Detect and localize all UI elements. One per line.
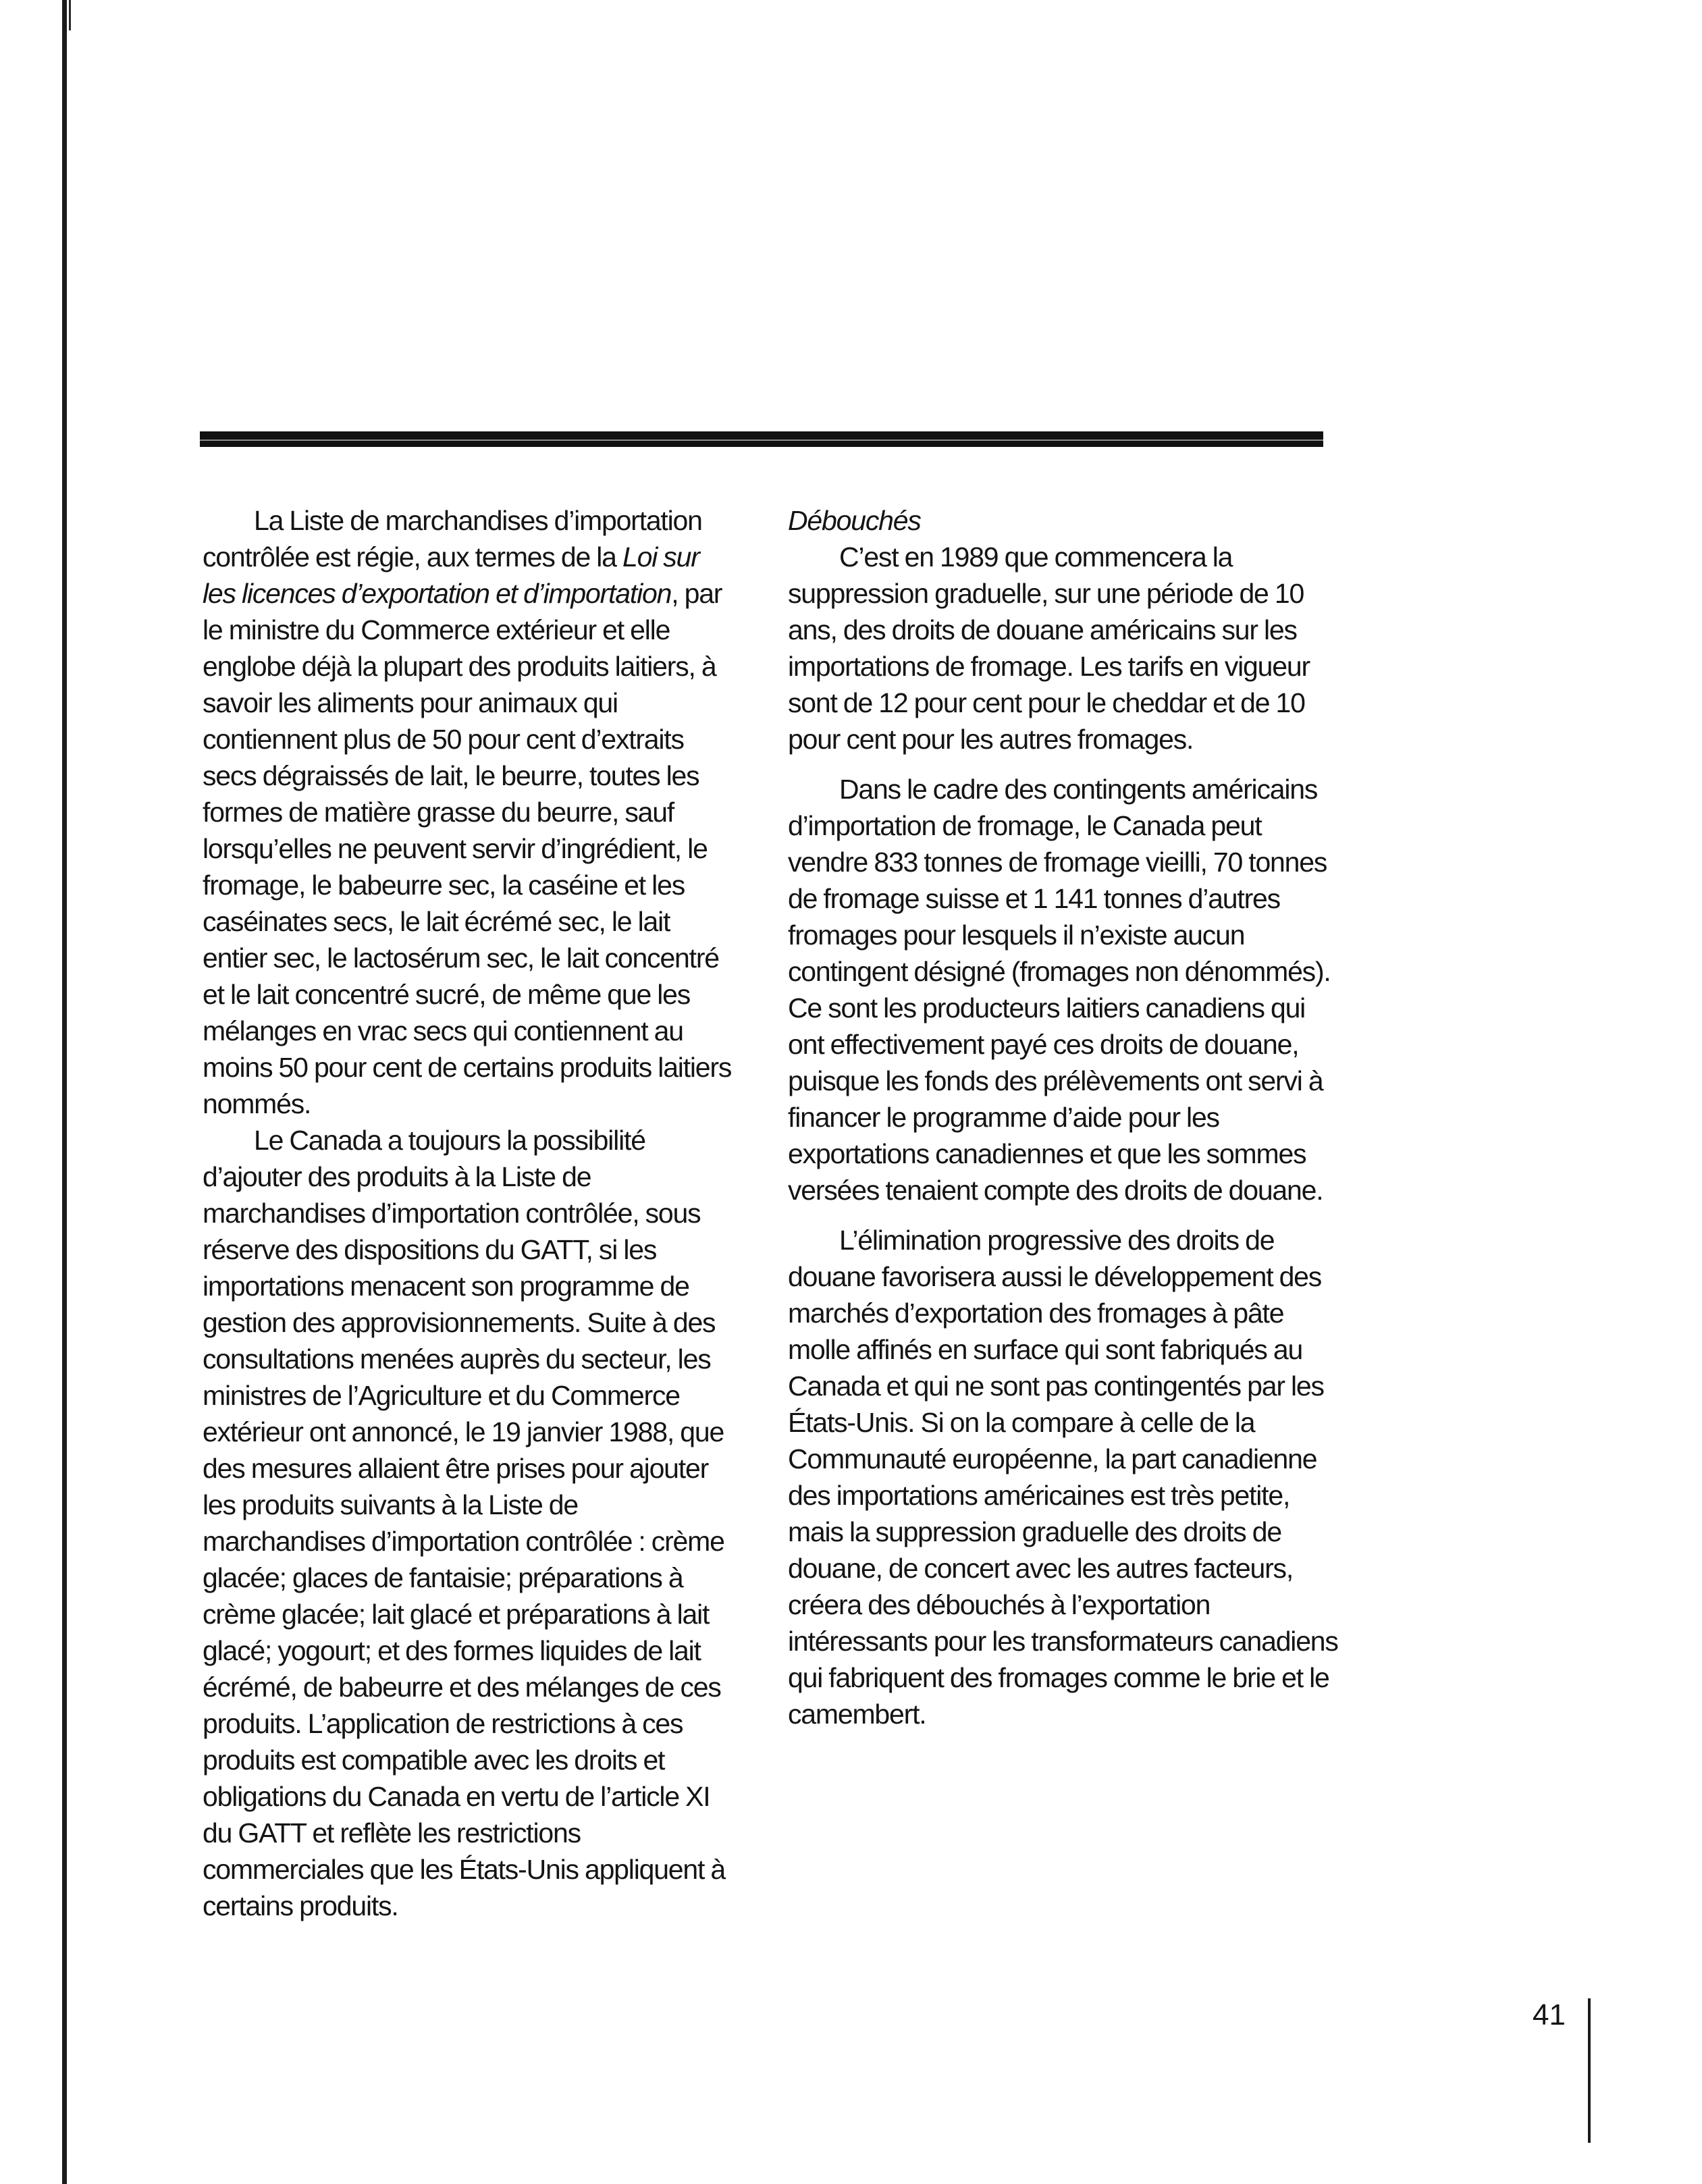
page-number: 41 [1533,1998,1566,2031]
law-title: Loi sur les licences d’exportation et d’importation [203,541,699,609]
page-edge-mark [1588,1998,1591,2143]
section-rule-highlight [200,440,1323,441]
left-paragraph-2: Le Canada a toujours la possibilité d’ajouter des produits à la Liste de marchandises d’importation contrôlée, sous réserve des dispositions du GATT, si les importations menacent son programme de gestion des approvisionnements. Suite à des consultations menées auprès du secteur, les ministres de l’Agriculture et du Commerce extérieur ont annoncé, le 19 janvier 1988, que des mesures allaient être prises pour ajouter les produits suivants à la Liste de marchandises d’importation contrôlée : crème glacée; glaces de fantaisie; préparations à crème glacée; lait glacé et préparations à lait glacé; yogourt; et des formes liquides de lait écrémé, de babeurre et des mélanges de ces produits. L’application de restrictions à ces produits est compatible avec les droits et obligations du Canada en vertu de l’article XI du GATT et reflète les restrictions commerciales que les États-Unis appliquent à certains produits. [203,1125,725,1921]
left-paragraph-1-end: , par le ministre du Commerce extérieur et elle englobe déjà la plupart des produits laitiers, à savoir les aliments pour animaux qui contiennent plus de 50 pour cent d’extraits secs dégraissés de lait, le beurre, toutes les formes de matière grasse du beurre, sauf lorsqu’elles ne peuvent servir d’ingrédient, le fromage, le babeurre sec, la caséine et les caséinates secs, le lait écrémé sec, le lait entier sec, le lactosérum sec, le lait concentré et le lait concentré sucré, de même que les mélanges en vrac secs qui contiennent au moins 50 pour cent de certains produits laitiers nommés. [203,578,732,1119]
page-binding-edge [62,0,67,2184]
right-paragraph-2: Dans le cadre des contingents américains d’importation de fromage, le Canada peut vendre 833 tonnes de fromage vieilli, 70 tonnes de fromage suisse et 1 141 tonnes d’autres fromages pour lesquels il n’existe aucun contingent désigné (fromages non dénommés). Ce sont les producteurs laitiers canadiens qui ont effectivement payé ces droits de douane, puisque les fonds des prélèvements ont servi à financer le programme d’aide pour les exportations canadiennes et que les sommes versées tenaient compte des droits de douane. [788,774,1331,1206]
right-paragraph-1: C’est en 1989 que commencera la suppression graduelle, sur une période de 10 ans, des droits de douane américains sur les importations de fromage. Les tarifs en vigueur sont de 12 pour cent pour le cheddar et de 10 pour cent pour les autres fromages. [788,541,1310,755]
right-paragraph-3: L’élimination progressive des droits de douane favorisera aussi le développement des marchés d’exportation des fromages à pâte molle affinés en surface qui sont fabriqués au Canada et qui ne sont pas contingentés par les États-Unis. Si on la compare à celle de la Communauté européenne, la part canadienne des importations américaines est très petite, mais la suppression graduelle des droits de douane, de concert avec les autres facteurs, créera des débouchés à l’exportation intéressants pour les transformateurs canadiens qui fabriquent des fromages comme le brie et le camembert. [788,1225,1338,1730]
left-paragraph-1 [203,502,736,1122]
section-heading: Débouchés [788,505,921,536]
right-column [788,502,1341,1732]
left-column [203,502,736,1924]
page-binding-tick [69,0,71,30]
left-paragraph-1-start: La Liste de marchandises d’importation contrôlée est régie, aux termes de la [203,505,702,572]
